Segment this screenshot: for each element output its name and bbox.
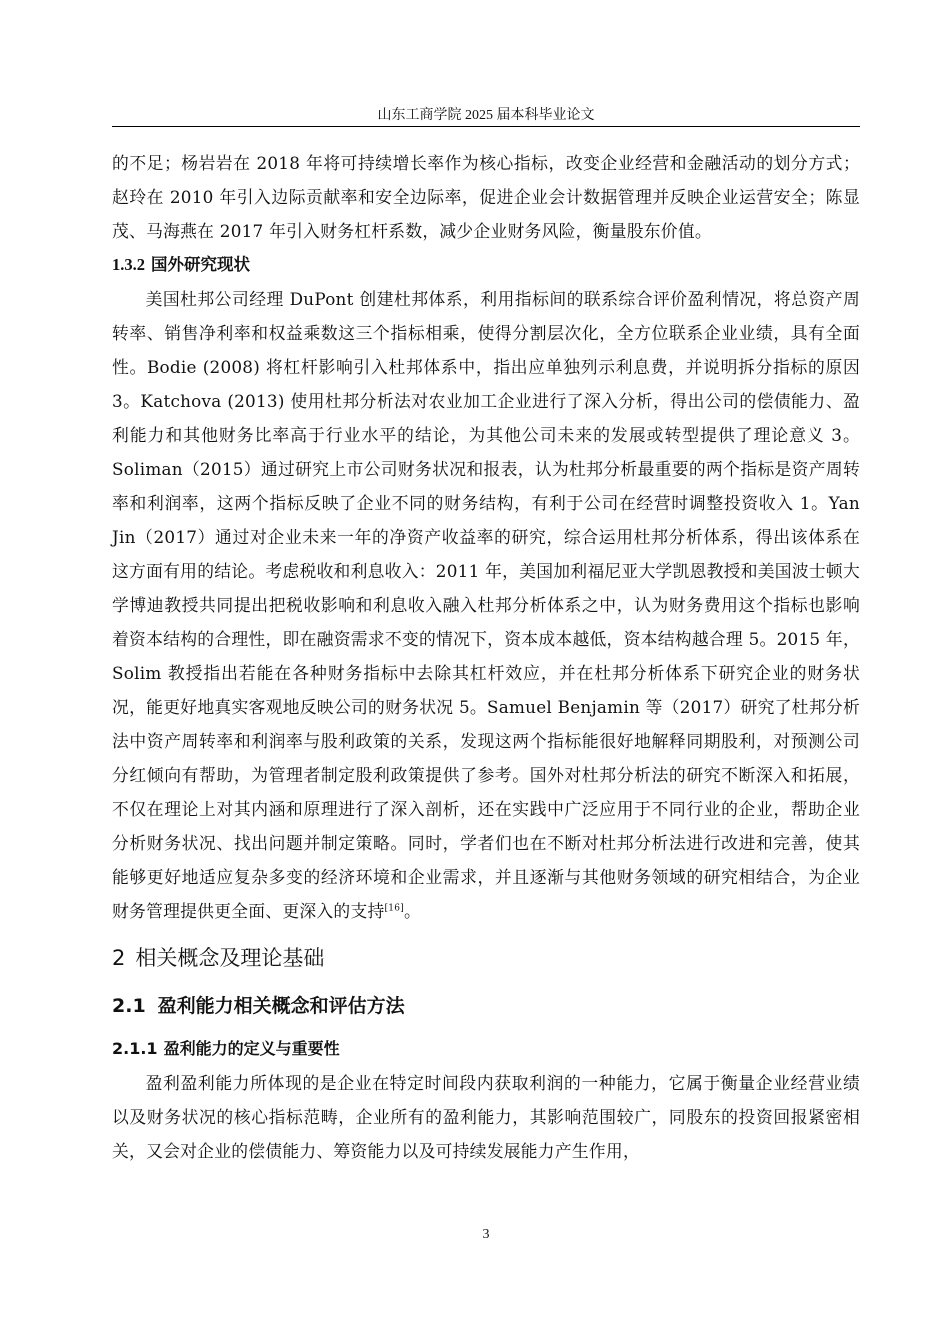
paragraph-text: 美国杜邦公司经理 DuPont 创建杜邦体系，利用指标间的联系综合评价盈利情况，将总资产周转率、销售净利率和权益乘数这三个指标相乘，使得分割层次化，全方位联系企业业绩，具有全面性。Bodie (2008) 将杠杆影响引入杜邦体系中，指出应单独列示利息费，并说明拆分指标的原因 3。Katchova (2013) 使用杜邦分析法对农业加工企业进行了深入分析，得出公司的偿债能力、盈利能力和其他财务比率高于行业水平的结论，为其他公司未来的发展或转型提供了理论意义 3。Soliman（2015）通过研究上市公司财务状况和报表，认为杜邦分析最重要的两个指标是资产周转率和利润率，这两个指标反映了企业不同的财务结构，有利于公司在经营时调整投资收入 1。Yan Jin（2017）通过对企业未来一年的净资产收益率的研究，综合运用杜邦分析体系，得出该体系在这方面有用的结论。考虑税收和利息收入：2011 年，美国加利福尼亚大学凯恩教授和美国波士顿大学博迪教授共同提出把税收影响和利息收入融入杜邦分析体系之中，认为财务费用这个指标也影响着资本结构的合理性，即在融资需求不变的情况下，资本成本越低，资本结构越合理 5。2015 年，Solim 教授指出若能在各种财务指标中去除其杠杆效应，并在杜邦分析体系下研究企业的财务状况，能更好地真实客观地反映公司的财务状况 5。Samuel Benjamin 等（2017）研究了杜邦分析法中资产周转率和利润率与股利政策的关系，发现这两个指标能很好地解释同期股利，对预测公司分红倾向有帮助，为管理者制定股利政策提供了参考。国外对杜邦分析法的研究不断深入和拓展，不仅在理论上对其内涵和原理进行了深入剖析，还在实践中广泛应用于不同行业的企业，帮助企业分析财务状况、找出问题并制定策略。同时，学者们也在不断对杜邦分析法进行改进和完善，使其能够更好地适应复杂多变的经济环境和企业需求，并且逐渐与其他财务领域的研究相结合，为企业财务管理提供更全面、更深入的支持	[112, 289, 860, 921]
section-title: 国外研究现状	[151, 255, 250, 274]
document-body	[112, 146, 860, 1168]
chapter-heading-2	[112, 938, 860, 978]
chapter-title: 相关概念及理论基础	[135, 946, 325, 970]
section-title: 盈利能力相关概念和评估方法	[157, 995, 405, 1017]
paragraph-profitability-definition: 盈利盈利能力所体现的是企业在特定时间段内获取利润的一种能力，它属于衡量企业经营业绩以及财务状况的核心指标范畴，企业所有的盈利能力，其影响范围较广，同股东的投资回报紧密相关，又会对企业的偿债能力、筹资能力以及可持续发展能力产生作用，	[112, 1073, 860, 1161]
paragraph-end: 。	[404, 901, 422, 921]
section-number: 1.3.2	[112, 255, 145, 274]
paragraph-foreign-research	[112, 282, 860, 928]
section-title: 盈利能力的定义与重要性	[163, 1039, 340, 1058]
section-number: 2.1.1	[112, 1039, 158, 1058]
chapter-number: 2	[112, 946, 126, 970]
citation-marker: [16]	[384, 903, 404, 914]
section-heading-2-1-1	[112, 1032, 860, 1066]
section-heading-1-3-2	[112, 248, 860, 282]
page-header: 山东工商学院 2025 届本科毕业论文	[377, 108, 595, 123]
header-divider	[112, 126, 860, 127]
section-number: 2.1	[112, 995, 146, 1017]
page-number: 3	[482, 1227, 490, 1242]
section-heading-2-1	[112, 986, 860, 1026]
paragraph-continuation: 的不足；杨岩岩在 2018 年将可持续增长率作为核心指标，改变企业经营和金融活动的划分方式；赵玲在 2010 年引入边际贡献率和安全边际率，促进企业会计数据管理并反映企业运营安全；陈显茂、马海燕在 2017 年引入财务杠杆系数，减少企业财务风险，衡量股东价值。	[112, 153, 860, 241]
